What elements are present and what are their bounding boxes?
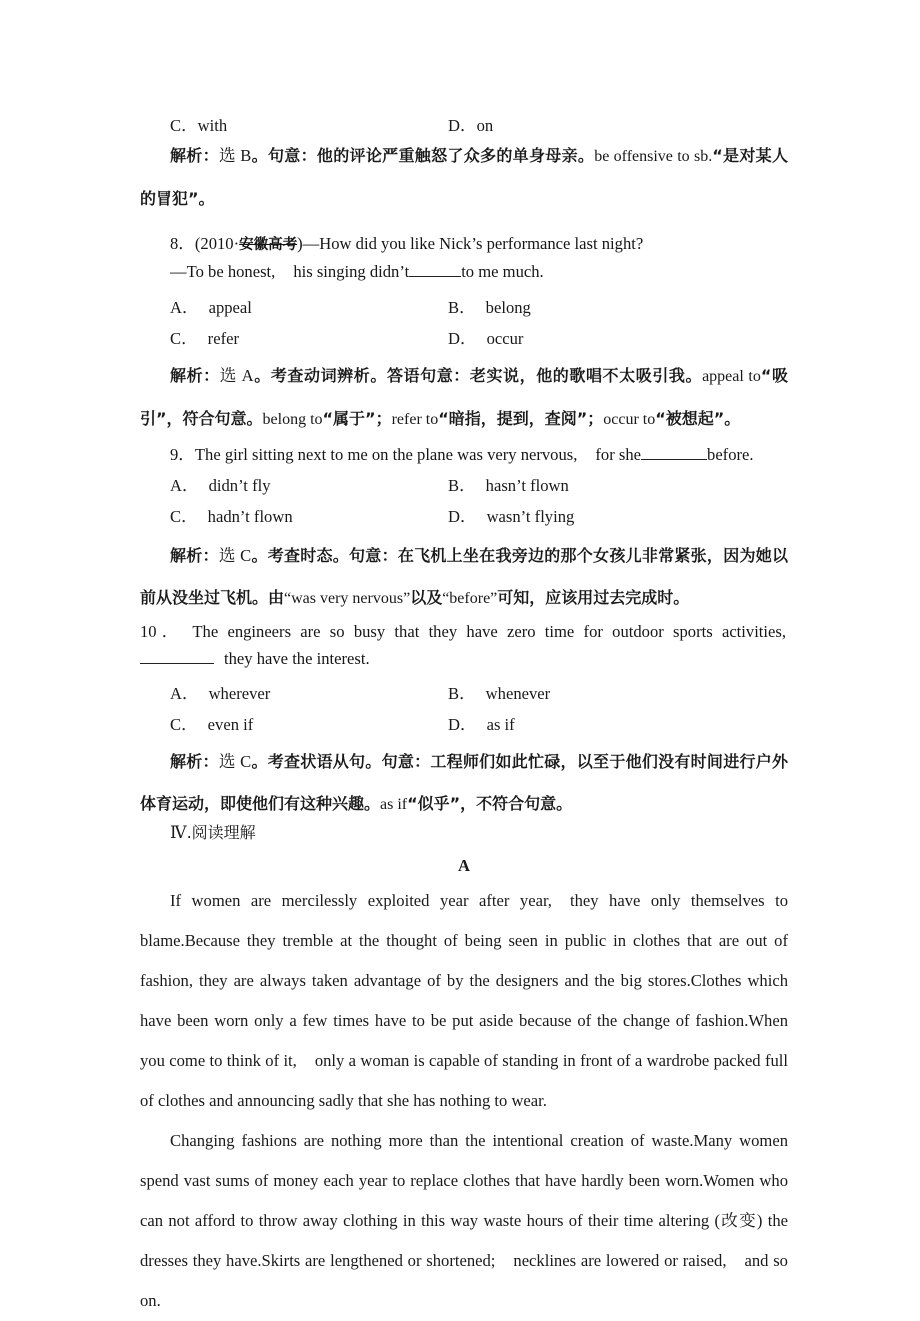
explanation-phrase-1: appeal to bbox=[702, 368, 761, 385]
explanation-label: 解析： bbox=[170, 546, 219, 565]
explanation-label: 解析： bbox=[170, 752, 219, 771]
question-9-explanation bbox=[140, 535, 788, 620]
question-8-reply-b: his singing didn’t bbox=[293, 262, 410, 281]
question-10-number: 10． bbox=[140, 622, 184, 641]
explanation-text-2: 以及 bbox=[410, 588, 443, 607]
question-9-blank bbox=[641, 459, 707, 460]
explanation-quote-1: “was very nervous” bbox=[284, 590, 411, 607]
question-8-source-exam: 安徽高考 bbox=[239, 237, 298, 253]
question-8-reply bbox=[140, 262, 816, 282]
option-c: C． hadn’t flown bbox=[170, 507, 293, 526]
option-a: A． wherever bbox=[170, 684, 271, 703]
explanation-answer: 选 C bbox=[218, 546, 252, 565]
option-a: A． didn’t fly bbox=[170, 476, 271, 495]
question-9-stem-a: The girl sitting next to me on the plane was very nervous, bbox=[194, 445, 578, 464]
question-10-stem-line-2 bbox=[140, 649, 786, 669]
explanation-text-1: 。考查动词辨析。答语句意：老实说，他的歌唱不太吸引我。 bbox=[253, 366, 703, 385]
question-8-explanation bbox=[140, 355, 788, 441]
question-8-blank bbox=[409, 276, 461, 277]
explanation-text-4: “暗指，提到，查阅”； bbox=[438, 409, 604, 428]
option-b: B． hasn’t flown bbox=[448, 476, 569, 495]
explanation-text-3: 可知，应该用过去完成时。 bbox=[497, 588, 690, 607]
explanation-text-3: “属于”； bbox=[322, 409, 392, 428]
explanation-answer: 选 A bbox=[219, 366, 254, 385]
question-8-source-open: (2010· bbox=[194, 234, 240, 253]
explanation-text-1: 。考查状语从句。句意：工程师们如此忙碌，以至于他们没有时间进行户外体育运动，即使他们有这种兴趣。 bbox=[140, 752, 788, 813]
question-10-stem-b: they have the interest. bbox=[224, 649, 370, 668]
explanation-text-2: “吸引”，符合句意。 bbox=[140, 366, 788, 428]
question-8-reply-a: —To be honest, bbox=[170, 262, 276, 281]
explanation-label: 解析： bbox=[170, 366, 220, 385]
question-9-number: 9． bbox=[170, 445, 195, 464]
question-9-stem-c: before. bbox=[707, 445, 754, 464]
explanation-answer: 选 B bbox=[218, 146, 252, 165]
explanation-answer: 选 C bbox=[218, 752, 252, 771]
explanation-phrase-2: belong to bbox=[262, 411, 323, 428]
explanation-phrase: be offensive to sb. bbox=[594, 148, 713, 165]
section-4-heading bbox=[170, 820, 256, 843]
explanation-phrase-4: occur to bbox=[603, 411, 656, 428]
question-8-reply-c: to me much. bbox=[461, 262, 544, 281]
question-8-number: 8． bbox=[170, 234, 195, 253]
explanation-quote-2: “before” bbox=[442, 590, 498, 607]
option-b: B． belong bbox=[448, 298, 531, 317]
option-c: C． even if bbox=[170, 715, 254, 734]
passage-p1-part-1: If women are mercilessly exploited year after year, bbox=[170, 891, 552, 910]
passage-letter: A bbox=[458, 856, 470, 875]
question-10-stem-a: The engineers are so busy that they have zero time for outdoor sports activities, bbox=[192, 622, 787, 641]
passage-p2-part-3: and so on. bbox=[140, 1251, 788, 1310]
explanation-label: 解析： bbox=[170, 146, 219, 165]
option-c: C． refer bbox=[170, 329, 239, 348]
section-4-title: .阅读理解 bbox=[186, 823, 256, 842]
option-c: C．with bbox=[170, 116, 228, 135]
explanation-text-2: “是对某人的冒犯”。 bbox=[140, 146, 788, 208]
explanation-text-1: 。考查时态。句意：在飞机上坐在我旁边的那个女孩儿非常紧张，因为她以前从没坐过飞机。由 bbox=[140, 546, 788, 607]
explanation-text-5: “被想起”。 bbox=[655, 409, 741, 428]
option-d: D． occur bbox=[448, 329, 524, 348]
question-8-stem-text: —How did you like Nick’s performance last night? bbox=[302, 234, 644, 253]
option-d: D．on bbox=[448, 116, 494, 135]
option-d: D． wasn’t flying bbox=[448, 507, 575, 526]
question-10-explanation bbox=[140, 741, 788, 826]
explanation-phrase-3: refer to bbox=[391, 411, 439, 428]
question-8-stem bbox=[140, 230, 816, 254]
question-8-source-close: ) bbox=[297, 234, 303, 253]
question-9-stem bbox=[140, 441, 816, 465]
passage-p1-part-2: they have only themselves to blame.Because they tremble at the thought of being seen in public in clothes that are out of fashion, they are always taken advantage of by the designers and the big stores.Clothes which have been worn only a few times have to be put aside because of the change of fashion.When you come to think of it, bbox=[140, 891, 788, 1070]
question-9-stem-b: for she bbox=[595, 445, 642, 464]
passage-paragraph-1 bbox=[140, 881, 788, 1121]
section-4-numeral: Ⅳ bbox=[170, 823, 187, 842]
option-b: B． whenever bbox=[448, 684, 551, 703]
option-d: D． as if bbox=[448, 715, 515, 734]
passage-p1-part-3: only a woman is capable of standing in front of a wardrobe packed full of clothes and announcing sadly that she has nothing to wear. bbox=[140, 1051, 789, 1110]
explanation-text-2: “似乎”，不符合句意。 bbox=[407, 794, 573, 813]
passage-p2-part-1: Changing fashions are nothing more than the intentional creation of waste.Many women spend vast sums of money each year to replace clothes that have hardly been worn.Women who can not afford to throw away clothing in this way waste hours of their time altering (改变) the dresses they have.Skirts are lengthened or shortened; bbox=[140, 1131, 788, 1270]
explanation-text: 。句意：他的评论严重触怒了众多的单身母亲。 bbox=[251, 146, 595, 165]
question-7-explanation bbox=[140, 135, 788, 220]
reading-passage bbox=[140, 881, 788, 1321]
option-a: A． appeal bbox=[170, 298, 252, 317]
passage-paragraph-2 bbox=[140, 1121, 788, 1321]
passage-p2-part-2: necklines are lowered or raised, bbox=[513, 1251, 727, 1270]
question-10-blank bbox=[140, 663, 214, 664]
explanation-phrase-1: as if bbox=[380, 796, 408, 813]
